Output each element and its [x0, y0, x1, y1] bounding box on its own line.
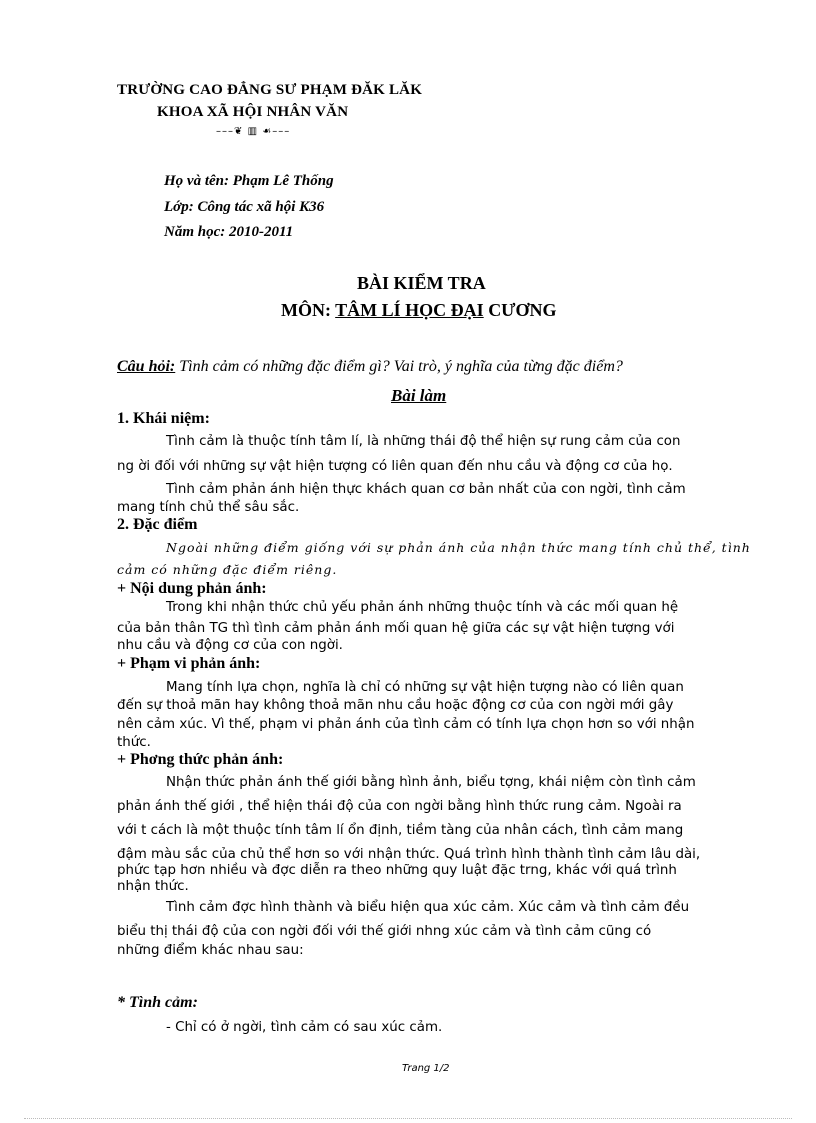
- body-line: nên cảm xúc. Vì thế, phạm vi phản ánh của tình cảm có tính lựa chọn hơn so với nhận: [117, 717, 695, 732]
- body-line: phức tạp hơn nhiều và đợc diễn ra theo những quy luật đặc trng, khác với quá trình: [117, 863, 677, 878]
- body-line: Trong khi nhận thức chủ yếu phản ánh những thuộc tính và các mối quan hệ: [166, 600, 679, 615]
- body-line-italic: Ngoài những điểm giống với sự phản ánh của nhận thức mang tính chủ thể, tình: [166, 540, 751, 555]
- section-2-title: 2. Đặc điểm: [117, 516, 198, 533]
- body-line: những điểm khác nhau sau:: [117, 943, 304, 958]
- student-name: Họ và tên: Phạm Lê Thống: [164, 173, 334, 189]
- body-line: nhận thức.: [117, 879, 189, 894]
- body-line: Nhận thức phản ánh thế giới bằng hình ảnh, biểu tợng, khái niệm còn tình cảm: [166, 775, 696, 790]
- header-ornament: –––❦ ▥ ☙–––: [216, 126, 291, 137]
- school-name: TRƯỜNG CAO ĐẲNG SƯ PHẠM ĐĂK LĂK: [117, 82, 423, 98]
- question-text: Tình cảm có những đặc điểm gì? Vai trò, ý nghĩa của từng đặc điểm?: [175, 358, 623, 375]
- body-line: với t cách là một thuộc tính tâm lí ổn định, tiềm tàng của nhân cách, tình cảm mang: [117, 823, 684, 838]
- emotion-title: * Tình cảm:: [117, 994, 198, 1011]
- subject-suffix: CƯƠNG: [483, 300, 557, 320]
- scope-title: + Phạm vi phản ánh:: [117, 655, 261, 672]
- body-line: - Chỉ có ở ngời, tình cảm có sau xúc cảm.: [166, 1020, 443, 1035]
- body-line: Tình cảm đợc hình thành và biểu hiện qua xúc cảm. Xúc cảm và tình cảm đều: [166, 900, 690, 915]
- body-line: của bản thân TG thì tình cảm phản ánh mối quan hệ giữa các sự vật hiện tượng với: [117, 621, 675, 636]
- question-label: Câu hỏi:: [117, 358, 176, 375]
- body-line: Tình cảm là thuộc tính tâm lí, là những thái độ thể hiện sự rung cảm của con: [166, 434, 681, 449]
- answer-heading: Bài làm: [391, 386, 447, 405]
- body-line: ng ời đối với những sự vật hiện tượng có liên quan đến nhu cầu và động cơ của họ.: [117, 459, 673, 474]
- mode-title: + Phơng thức phản ánh:: [117, 751, 284, 768]
- book-icon: ▥: [247, 126, 259, 137]
- doc-title: BÀI KIỂM TRA: [357, 273, 486, 293]
- body-line: phản ánh thế giới , thể hiện thái độ của con ngời bằng hình thức rung cảm. Ngoài ra: [117, 799, 682, 814]
- section-1-title: 1. Khái niệm:: [117, 410, 210, 427]
- question: [117, 358, 623, 376]
- body-line-italic: cảm có những đặc điểm riêng.: [117, 562, 338, 577]
- flower-icon: ❦: [234, 126, 244, 137]
- body-line: đậm màu sắc của chủ thể hơn so với nhận thức. Quá trình hình thành tình cảm lâu dài,: [117, 847, 701, 862]
- body-line: biểu thị thái độ của con ngời đối với thế giới nhng xúc cảm và tình cảm cũng có: [117, 924, 652, 939]
- page-number: Trang 1/2: [402, 1063, 450, 1074]
- subject-underlined: TÂM LÍ HỌC ĐẠI: [335, 300, 484, 320]
- faculty-name: KHOA XÃ HỘI NHÂN VĂN: [157, 104, 349, 120]
- body-line: Tình cảm phản ánh hiện thực khách quan cơ bản nhất của con ngời, tình cảm: [166, 482, 686, 497]
- body-line: Mang tính lựa chọn, nghĩa là chỉ có những sự vật hiện tượng nào có liên quan: [166, 680, 684, 695]
- body-line: đến sự thoả mãn hay không thoả mãn nhu cầu hoặc động cơ của con ngời mới gây: [117, 698, 674, 713]
- body-line: nhu cầu và động cơ của con ngời.: [117, 638, 343, 653]
- leaf-icon: ☙: [262, 126, 273, 137]
- school-year: Năm học: 2010-2011: [164, 224, 294, 240]
- content-title: + Nội dung phản ánh:: [117, 580, 267, 597]
- page-bottom-rule: [24, 1118, 792, 1119]
- student-class: Lớp: Công tác xã hội K36: [164, 199, 325, 215]
- subject-prefix: MÔN:: [281, 300, 336, 320]
- subject-title: [281, 300, 557, 321]
- body-line: thức.: [117, 735, 151, 750]
- body-line: mang tính chủ thể sâu sắc.: [117, 500, 300, 515]
